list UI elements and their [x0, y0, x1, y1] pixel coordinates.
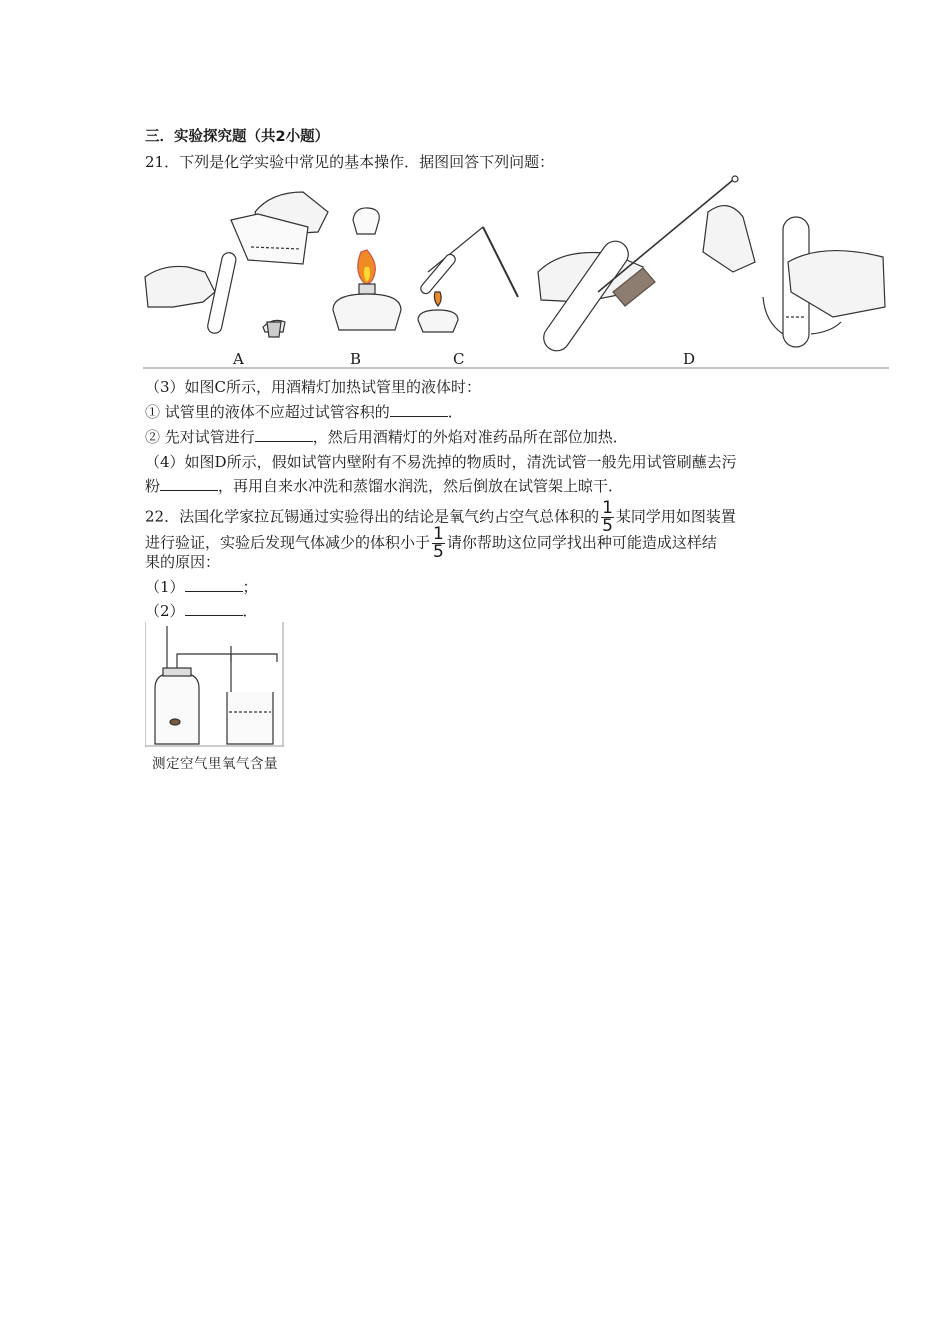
q22-line3: 果的原因：	[145, 553, 221, 571]
q21-part3-item1-end: ．	[447, 403, 463, 421]
q22-apparatus-figure	[145, 622, 285, 772]
q22-answer2	[145, 601, 258, 621]
answer-blank[interactable]	[160, 476, 218, 491]
answer-blank[interactable]	[390, 402, 448, 417]
q22-answer1-label: （1）	[145, 578, 185, 596]
q21-part3-item2-text: ② 先对试管进行	[145, 428, 255, 446]
q21-part3-item1-text: ① 试管里的液体不应超过试管容积的	[145, 403, 390, 421]
figure-label-c: C	[453, 350, 465, 368]
q21-part3-item2-end: ，然后用酒精灯的外焰对准药品所在部位加热．	[312, 428, 628, 446]
fraction-one-fifth	[432, 526, 445, 561]
figure-label-b: B	[350, 350, 362, 368]
q22-answer2-end: ．	[242, 602, 258, 620]
q22-answer1-end: ；	[242, 578, 258, 596]
answer-blank[interactable]	[185, 601, 243, 616]
answer-blank[interactable]	[255, 427, 313, 442]
q21-part4-text: 粉	[145, 477, 161, 495]
answer-blank[interactable]	[185, 577, 243, 592]
q21-part4-line2	[145, 476, 623, 496]
q22-line1-text: 22．法国化学家拉瓦锡通过实验得出的结论是氧气约占空气总体积的	[145, 507, 600, 526]
q22-line2	[145, 526, 717, 561]
q22-answer1	[145, 577, 258, 597]
apparatus-caption: 测定空气里氧气含量	[152, 756, 278, 772]
figure-label-d: D	[683, 350, 696, 368]
fraction-denominator: 5	[602, 516, 613, 536]
figure-a-pouring	[145, 192, 328, 335]
section-title: 三．实验探究题（共2小题）	[145, 129, 330, 145]
q21-figure	[143, 172, 889, 370]
q22-line1-end: 某同学用如图装置	[615, 507, 736, 526]
figure-e-shaking	[763, 217, 885, 347]
q21-part3-item2	[145, 427, 628, 447]
fraction-numerator: 1	[602, 498, 613, 518]
q22-line2-mid: 请你帮助这位同学找出	[446, 533, 597, 552]
q21-part3: （3）如图C所示，用酒精灯加热试管里的液体时：	[145, 378, 482, 396]
q21-part4-line1: （4）如图D所示，假如试管内壁附有不易洗掉的物质时，清洗试管一般先用试管刷蘸去污	[145, 453, 737, 471]
figure-d-brushing	[538, 176, 755, 356]
q21-part4-end: ，再用自来水冲洗和蒸馏水润洗，然后倒放在试管架上晾干．	[218, 477, 624, 495]
figure-label-a: A	[233, 350, 244, 368]
figure-c-heating	[418, 227, 518, 332]
fraction-denominator: 5	[433, 542, 444, 562]
q21-stem: 21．下列是化学实验中常见的基本操作．据图回答下列问题：	[145, 153, 555, 171]
q22-line2-end: 种可能造成这样结	[596, 533, 717, 552]
fraction-numerator: 1	[433, 524, 444, 544]
q22-line2-text: 进行验证，实验后发现气体减少的体积小于	[145, 533, 431, 552]
q21-part3-item1	[145, 402, 463, 422]
q22-answer2-label: （2）	[145, 602, 185, 620]
